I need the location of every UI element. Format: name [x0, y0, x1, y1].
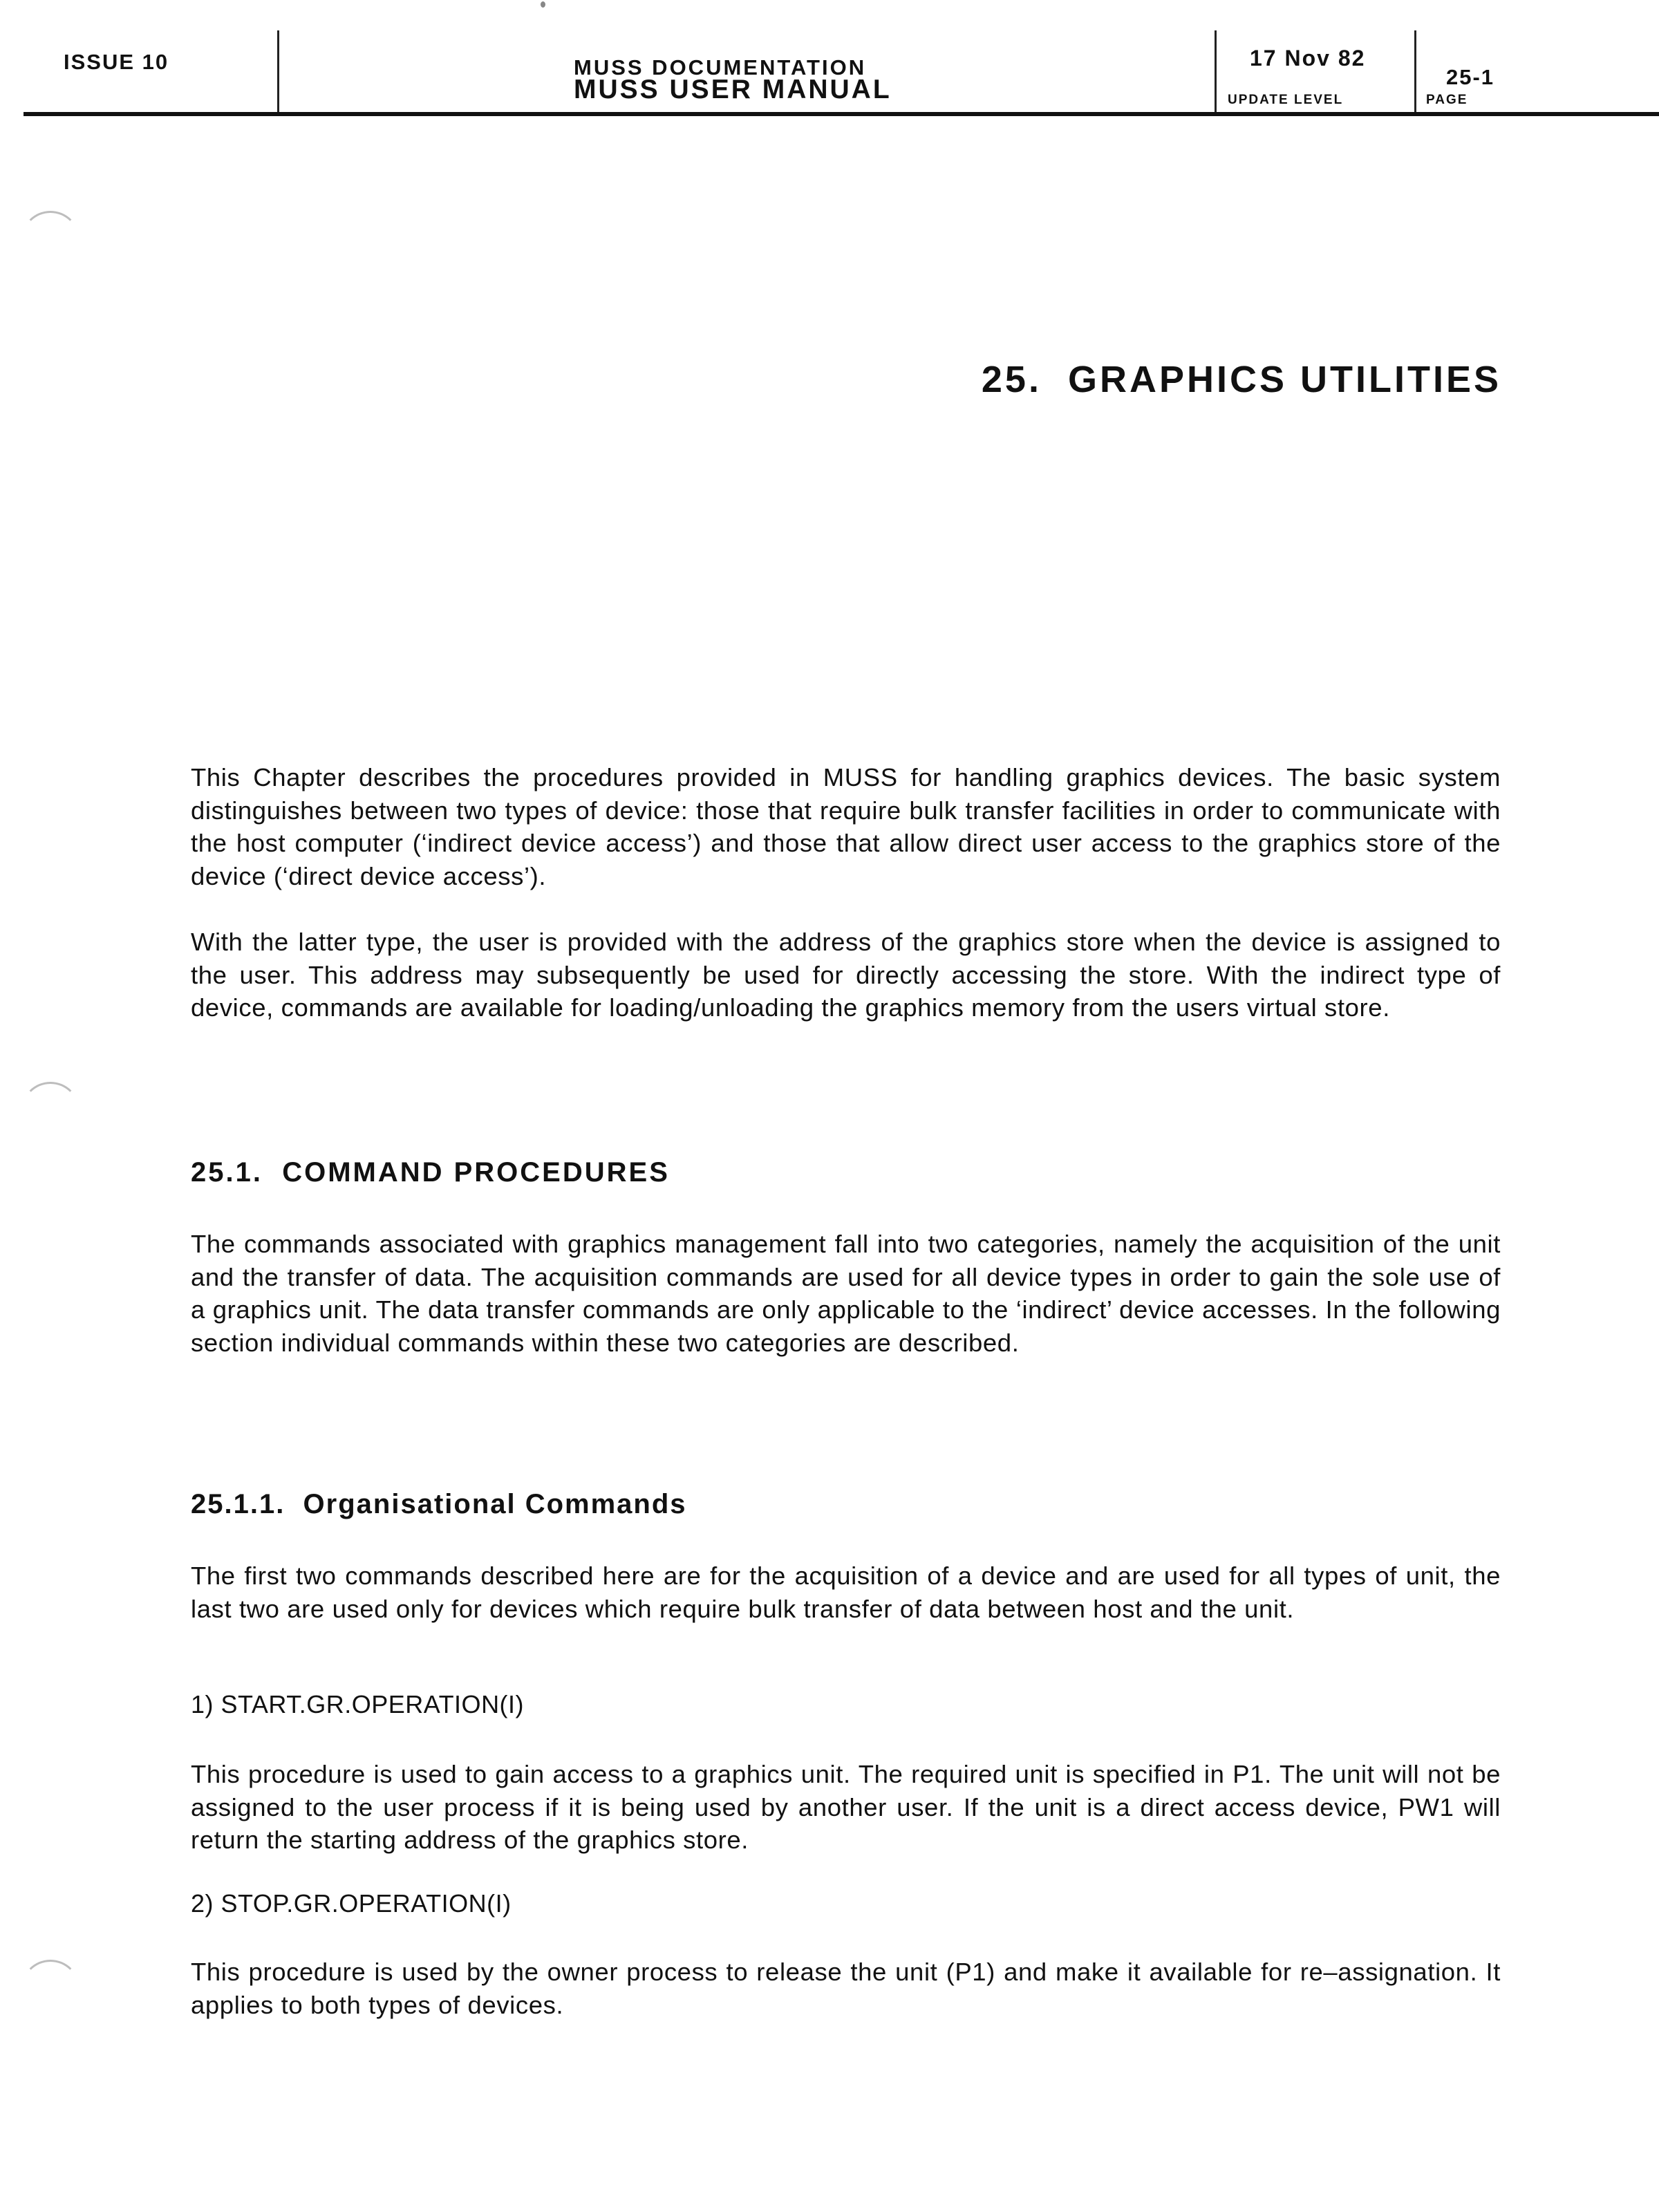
procedure-signature: 1) START.GR.OPERATION(I)	[191, 1690, 525, 1718]
intro-paragraph: This Chapter describes the procedures provided in MUSS for handling graphics devices. The basic system distinguishes between two types of device: those that require bulk transfer facilities in order to communicate with the host computer (‘indirect device access’) and those that allow direct user access to the graphics store of the device (‘direct device access’).	[191, 763, 1501, 890]
procedure-description: This procedure is used by the owner process to release the unit (P1) and make it available for re–assignation. It applies to both types of devices.	[191, 1958, 1501, 2019]
procedure-description: This procedure is used to gain access to a graphics unit. The required unit is specified in P1. The unit will not be assigned to the user process if it is being used by another user. If the unit is a direct access device, PW1 will return the starting address of the graphics store.	[191, 1760, 1501, 1854]
subsection-heading: 25.1.1. Organisational Commands	[191, 1489, 687, 1519]
page-number: 25-1	[1446, 65, 1495, 89]
header-divider	[277, 30, 279, 115]
header-rule	[24, 112, 1659, 116]
header-divider	[1215, 30, 1217, 115]
punch-hole-mark	[21, 211, 80, 270]
scan-speck	[541, 1, 545, 8]
update-level-label: UPDATE LEVEL	[1228, 93, 1344, 107]
procedure-signature: 2) STOP.GR.OPERATION(I)	[191, 1889, 512, 1918]
section-heading: 25.1. COMMAND PROCEDURES	[191, 1157, 670, 1188]
punch-hole-mark	[21, 1960, 80, 2019]
doc-title: MUSS USER MANUAL	[574, 75, 892, 104]
page-label: PAGE	[1426, 93, 1468, 107]
issue-label: ISSUE 10	[64, 50, 169, 74]
header-divider	[1414, 30, 1416, 115]
subsection-paragraph: The first two commands described here are for the acquisition of a device and are used for all types of unit, the last two are used only for devices which require bulk transfer of data between host and the unit.	[191, 1562, 1501, 1623]
chapter-title: 25. GRAPHICS UTILITIES	[981, 359, 1501, 400]
update-date: 17 Nov 82	[1250, 46, 1366, 71]
doc-series: MUSS DOCUMENTATION	[574, 55, 867, 79]
intro-paragraph: With the latter type, the user is provided with the address of the graphics store when the device is assigned to the user. This address may subsequently be used for directly accessing the store. With the indirect type of device, commands are available for loading/unloading the graphics memory from the users virtual store.	[191, 928, 1501, 1022]
punch-hole-mark	[21, 1082, 80, 1141]
section-paragraph: The commands associated with graphics management fall into two categories, namely the acquisition of the unit and the transfer of data. The acquisition commands are used for all device types in order to gain the sole use of a graphics unit. The data transfer commands are only applicable to the ‘indirect’ device accesses. In the following section individual commands within these two categories are described.	[191, 1230, 1501, 1357]
